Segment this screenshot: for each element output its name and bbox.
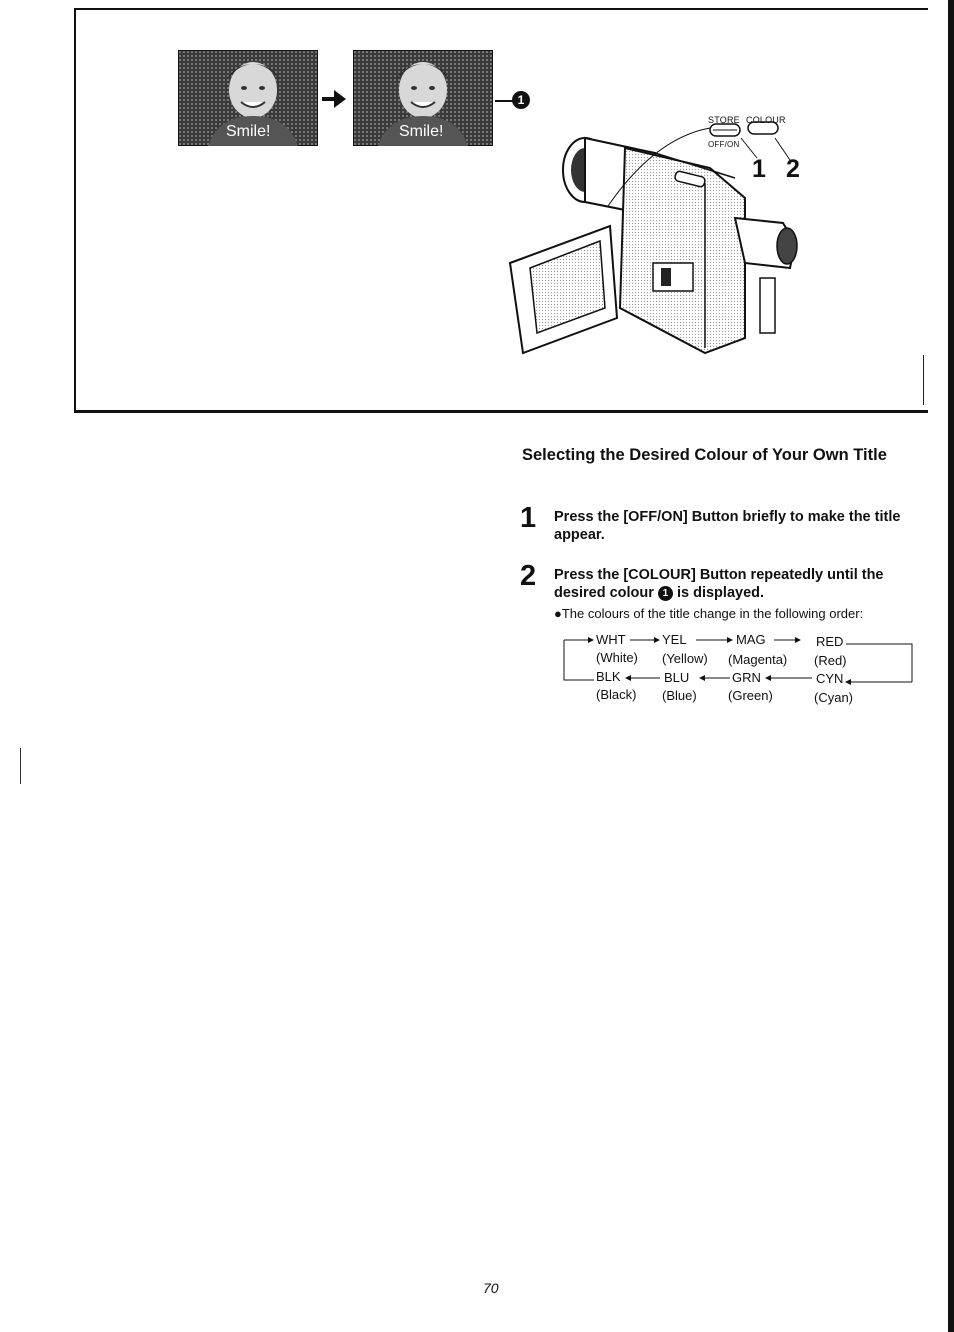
diagram-step-2: 2 (786, 155, 800, 183)
frame-right-edge (923, 355, 924, 405)
colour-name-black: (Black) (596, 687, 637, 702)
step-number: 1 (520, 502, 537, 534)
colour-code-cyn: CYN (816, 671, 844, 686)
colour-code-blk: BLK (596, 669, 621, 684)
colour-name-cyan: (Cyan) (814, 690, 854, 705)
thumb-caption-2: Smile! (399, 123, 444, 140)
step-text-after: is displayed. (676, 585, 765, 601)
step-text (554, 566, 914, 602)
page-number: 70 (483, 1280, 499, 1296)
off-on-label: OFF/ON (708, 140, 740, 149)
colour-order-diagram (560, 630, 920, 710)
page-edge (948, 0, 954, 1332)
colour-name-green: (Green) (728, 688, 773, 703)
colour-code-grn: GRN (732, 670, 761, 685)
step-text: Press the [OFF/ON] Button briefly to make the title appear. (554, 509, 901, 543)
thumb-caption-1: Smile! (226, 123, 271, 140)
colour-name-magenta: (Magenta) (728, 652, 788, 667)
title-preview-before (178, 50, 318, 146)
colour-code-yel: YEL (662, 632, 687, 647)
camcorder-illustration (505, 108, 815, 360)
colour-code-blu: BLU (664, 670, 690, 685)
store-label: STORE (708, 115, 740, 125)
colour-code-red: RED (816, 634, 844, 649)
section-heading: Selecting the Desired Colour of Your Own Title (522, 446, 887, 464)
diagram-step-1: 1 (752, 155, 766, 183)
callout-line (495, 100, 513, 102)
callout-badge: 1 (512, 91, 530, 109)
callout-badge-inline: 1 (658, 586, 673, 601)
step-number: 2 (520, 560, 537, 592)
step-text-before: Press the [COLOUR] Button repeatedly until the desired colour (554, 567, 884, 601)
title-preview-after (353, 50, 493, 146)
colour-name-yellow: (Yellow) (662, 651, 708, 666)
colour-label: COLOUR (746, 115, 786, 125)
colour-code-wht: WHT (596, 632, 626, 647)
colour-name-white: (White) (596, 650, 638, 665)
colour-code-mag: MAG (736, 632, 766, 647)
arrow-right-icon (320, 86, 350, 112)
colour-name-blue: (Blue) (662, 688, 697, 703)
colour-name-red: (Red) (814, 653, 847, 668)
margin-mark (20, 748, 21, 784)
colour-order-note: ●The colours of the title change in the following order: (554, 606, 864, 621)
